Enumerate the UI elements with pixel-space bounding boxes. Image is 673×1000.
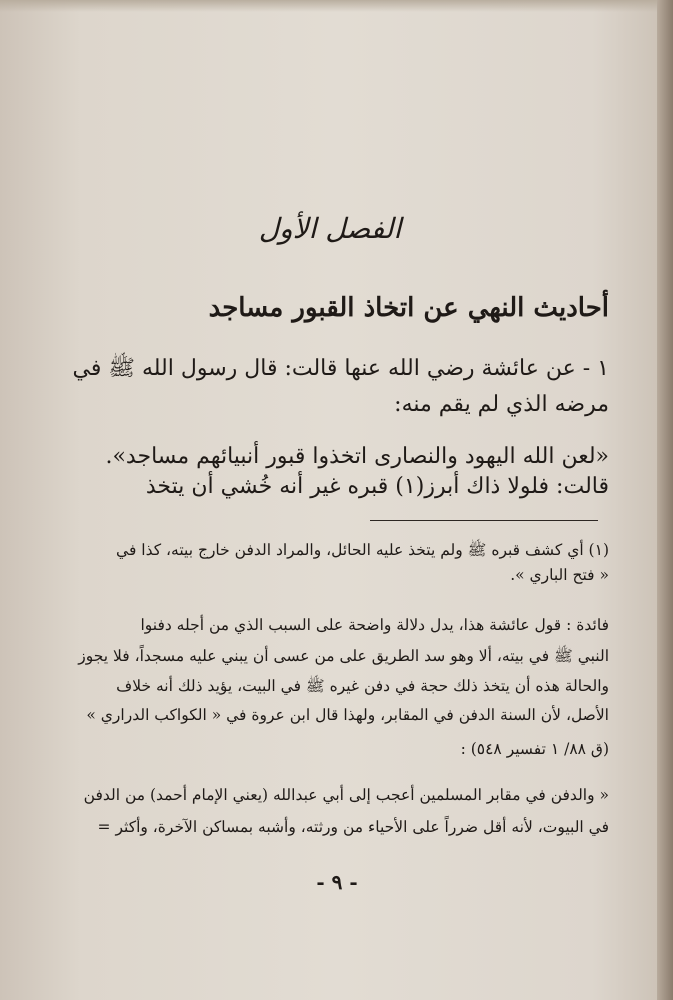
- page-edge: [657, 0, 673, 1000]
- quote-line: « والدفن في مقابر المسلمين أعجب إلى أبي عبدالله (يعني الإمام أحمد) من الدفن: [83, 786, 609, 804]
- hadith-line: قالت: فلولا ذاك أبرز(١) قبره غير أنه خُشي أن يتخذ: [145, 474, 609, 499]
- page-top-shadow: [0, 0, 673, 12]
- hadith-line: مرضه الذي لم يقم منه:: [394, 392, 609, 417]
- footnote-line: (١) أي كشف قبره ﷺ ولم يتخذ عليه الحائل، والمراد الدفن خارج بيته، كذا في: [116, 541, 609, 559]
- faida-line: والحالة هذه أن يتخذ ذلك حجة في دفن غيره ﷺ في البيت، يؤيد ذلك أنه خلاف: [116, 677, 609, 695]
- hadith-line: «لعن الله اليهود والنصارى اتخذوا قبور أنبيائهم مساجد».: [105, 444, 609, 469]
- footnote-divider: [370, 520, 598, 521]
- chapter-title: الفصل الأول: [258, 212, 402, 245]
- quote-line: في البيوت، لأنه أقل ضرراً على الأحياء من ورثته، وأشبه بمساكن الآخرة، وأكثر =: [97, 818, 609, 836]
- hadith-line: ١ - عن عائشة رضي الله عنها قالت: قال رسول الله ﷺ في: [72, 356, 609, 381]
- faida-line: النبي ﷺ في بيته، ألا وهو سد الطريق على من عسى أن يبني عليه مسجداً، فلا يجوز: [78, 647, 609, 665]
- faida-line: (ق ٨٨/ ١ تفسير ٥٤٨) :: [460, 740, 609, 758]
- faida-line: الأصل، لأن السنة الدفن في المقابر، ولهذا قال ابن عروة في « الكواكب الدراري »: [86, 706, 609, 724]
- page-number: - ٩ -: [316, 870, 358, 894]
- section-title: أحاديث النهي عن اتخاذ القبور مساجد: [208, 293, 609, 323]
- footnote-line: « فتح الباري ».: [510, 566, 609, 584]
- faida-line: فائدة : قول عائشة هذا، يدل دلالة واضحة على السبب الذي من أجله دفنوا: [140, 616, 609, 634]
